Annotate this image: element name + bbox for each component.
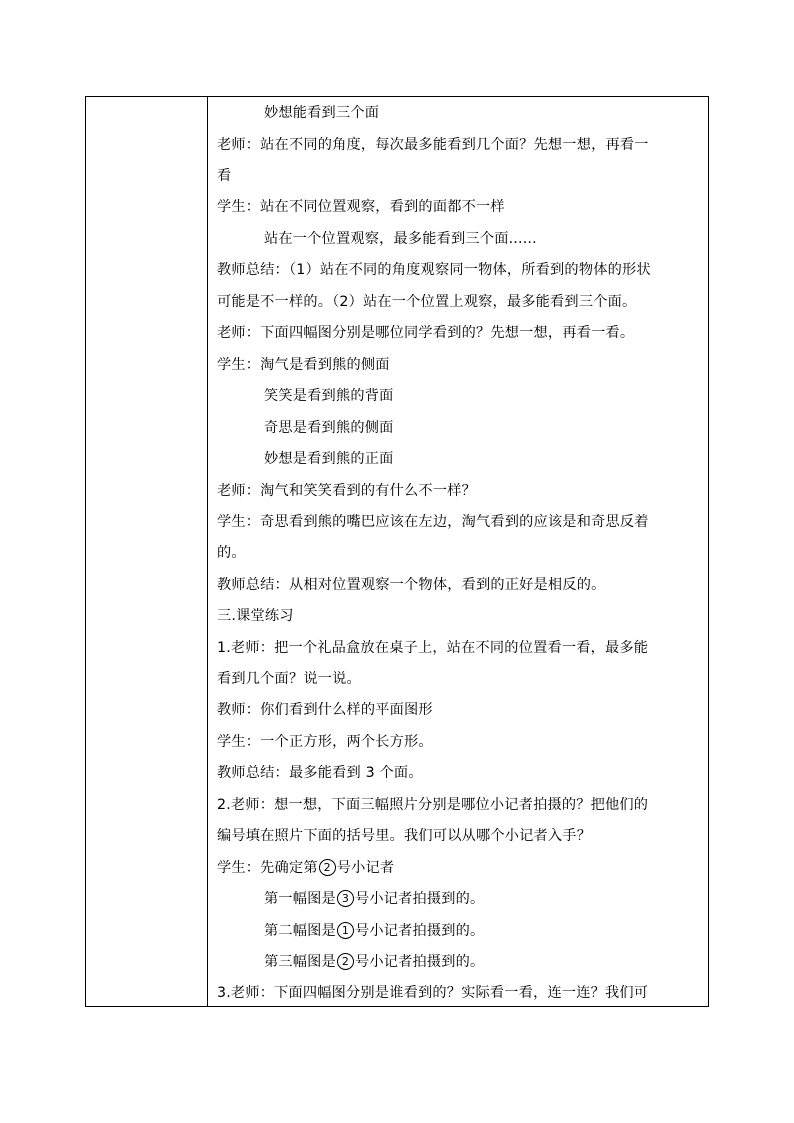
text-line-circled: 第二幅图是 1 号小记者拍摄到的。 <box>264 923 485 939</box>
circled-number: 1 <box>337 922 354 939</box>
text-line: 教师总结：从相对位置观察一个物体，看到的正好是相反的。 <box>217 577 606 593</box>
text-line: 学生：站在不同位置观察，看到的面都不一样 <box>217 199 505 215</box>
text-line: 3.老师：下面四幅图分别是谁看到的？实际看一看，连一连？我们可 <box>217 985 649 1001</box>
text-line: 学生：一个正方形，两个长方形。 <box>217 734 433 750</box>
text-line: 学生：奇思看到熊的嘴巴应该在左边，淘气看到的应该是和奇思反着 <box>217 514 649 530</box>
text-line: 的。 <box>217 545 246 561</box>
text-line: 教师：你们看到什么样的平面图形 <box>217 702 433 718</box>
text-line: 可能是不一样的。（2）站在一个位置上观察，最多能看到三个面。 <box>217 294 637 310</box>
section-heading: 三.课堂练习 <box>217 608 294 624</box>
text-line: 妙想能看到三个面 <box>264 105 380 121</box>
circled-number: 2 <box>319 859 336 876</box>
text-line-circled: 第一幅图是 3 号小记者拍摄到的。 <box>264 891 485 907</box>
text-line-circled: 第三幅图是 2 号小记者拍摄到的。 <box>264 954 485 970</box>
text-line: 教师总结：（1）站在不同的角度观察同一物体，所看到的物体的形状 <box>217 262 651 278</box>
text-line: 1.老师：把一个礼品盒放在桌子上，站在不同的位置看一看，最多能 <box>217 640 649 656</box>
text-line: 老师：下面四幅图分别是哪位同学看到的？先想一想，再看一看。 <box>217 325 635 341</box>
text-line: 教师总结：最多能看到 3 个面。 <box>217 765 423 781</box>
text-line: 奇思是看到熊的侧面 <box>264 420 394 436</box>
text-line: 妙想是看到熊的正面 <box>264 451 394 467</box>
text-line: 站在一个位置观察，最多能看到三个面...... <box>264 231 537 247</box>
text-line-circled: 学生：先确定第 2 号小记者 <box>217 860 395 876</box>
circled-number: 2 <box>337 953 354 970</box>
text-line: 学生：淘气是看到熊的侧面 <box>217 357 390 373</box>
text-line: 老师：淘气和笑笑看到的有什么不一样？ <box>217 483 476 499</box>
text-line: 看 <box>217 168 232 184</box>
lesson-table <box>85 96 709 1007</box>
column-divider <box>207 97 208 1006</box>
text-line: 看到几个面？说一说。 <box>217 671 361 687</box>
text-line: 老师：站在不同的角度，每次最多能看到几个面？先想一想，再看一 <box>217 137 649 153</box>
text-line: 2.老师：想一想，下面三幅照片分别是哪位小记者拍摄的？把他们的 <box>217 797 649 813</box>
text-line: 编号填在照片下面的括号里。我们可以从哪个小记者入手？ <box>217 828 592 844</box>
circled-number: 3 <box>337 890 354 907</box>
text-line: 笑笑是看到熊的背面 <box>264 388 394 404</box>
